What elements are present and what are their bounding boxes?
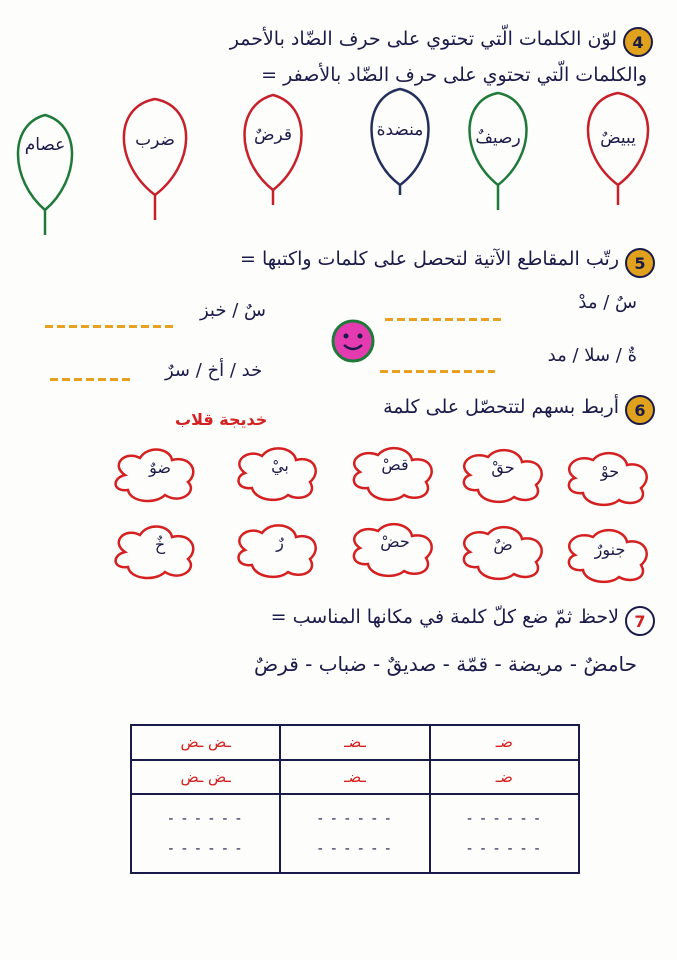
- balloon-word: رصيفٌ: [475, 128, 521, 148]
- balloon-word: ضرب: [135, 130, 175, 150]
- answer-line: [380, 370, 495, 373]
- cloud-syllable: ضٌ: [493, 535, 513, 554]
- balloon-word: قرضٌ: [253, 125, 293, 145]
- balloon-word: عصام: [24, 135, 66, 155]
- cloud-syllable: بيْ: [271, 456, 289, 475]
- table-cell: ضـ: [430, 725, 579, 760]
- exercise-4-instruction-line1: لوّن الكلمات الّتي تحتوي على حرف الضّاد بالأحمر: [229, 28, 617, 50]
- exercise-7-word-bank: حامضٌ - مريضة - قمّة - صديقٌ - ضباب - قرضٌ: [254, 652, 637, 676]
- table-cell: ـضـ: [280, 725, 429, 760]
- answer-line: [45, 325, 175, 328]
- table-row: [131, 725, 579, 760]
- cloud-syllable: جنورٌ: [594, 540, 626, 559]
- table-cell-blank: - - - - - - - - - - - -: [280, 794, 429, 873]
- cloud-syllable: خٌ: [154, 535, 166, 554]
- cloud-syllable: حضْ: [380, 532, 410, 551]
- cloud-syllable: رٌ: [276, 533, 284, 552]
- balloon-1: [18, 89, 648, 235]
- author-credit: خديجة قلاب: [175, 410, 268, 429]
- balloon-word: يبيضٌ: [600, 128, 636, 148]
- exercise-4-number: 4: [623, 27, 653, 57]
- table-cell: ـض ـض: [131, 725, 280, 760]
- syllables-row1-left: سٌ / خبز: [200, 300, 266, 321]
- sorting-table: [130, 724, 580, 874]
- table-cell: ضـ: [430, 760, 579, 795]
- cloud-syllable: حقْ: [491, 458, 515, 477]
- exercise-7-instruction: لاحظ ثمّ ضع كلّ كلمة في مكانها المناسب =: [270, 606, 619, 628]
- cloud-syllable: حوْ: [600, 462, 620, 481]
- exercise-6-number: 6: [625, 395, 655, 425]
- smiley-face-icon: [330, 318, 376, 364]
- cloud-syllable: قصْ: [381, 455, 409, 474]
- syllables-row2-left: خد / أخ / سرٌ: [165, 360, 263, 381]
- table-cell: ـضـ: [280, 760, 429, 795]
- table-row: [131, 794, 579, 873]
- cloud-syllable: ضوٌ: [149, 458, 171, 477]
- table-row: [131, 760, 579, 795]
- balloon-word: منضدة: [376, 120, 424, 140]
- table-cell-blank: - - - - - - - - - - - -: [430, 794, 579, 873]
- table-cell: ـض ـض: [131, 760, 280, 795]
- exercise-4-instruction-line2: والكلمات الّتي تحتوي على حرف الضّاد بالأصفر =: [261, 64, 647, 86]
- exercise-5-number: 5: [625, 248, 655, 278]
- answer-line: [385, 318, 505, 321]
- exercise-6-instruction: أربط بسهم لتتحصّل على كلمة: [383, 396, 619, 418]
- answer-line: [50, 378, 130, 381]
- exercise-5-instruction: رتّب المقاطع الآتية لتحصل على كلمات واكتبها =: [240, 248, 619, 270]
- exercise-7-number: 7: [625, 606, 655, 636]
- table-cell-blank: - - - - - - - - - - - -: [131, 794, 280, 873]
- syllables-row2-right: ةٌ / سلا / مد: [547, 345, 637, 366]
- balloons-illustration: [0, 85, 677, 245]
- syllables-row1-right: سٌ / مدْ: [578, 292, 637, 313]
